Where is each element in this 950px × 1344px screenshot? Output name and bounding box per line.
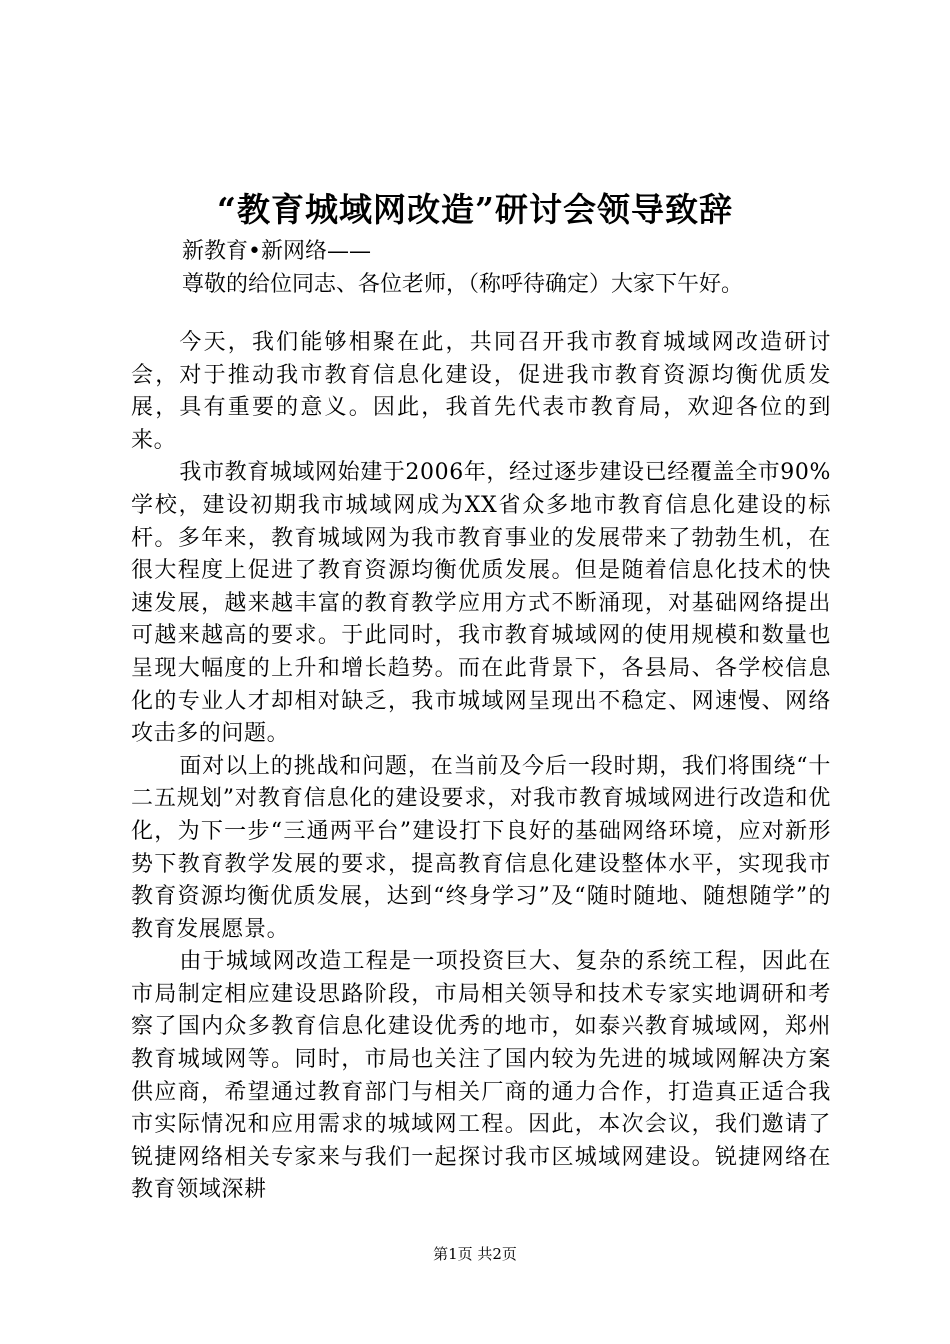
paragraph-1: 今天，我们能够相聚在此，共同召开我市教育城域网改造研讨会，对于推动我市教育信息化建设，促进我市教育资源均衡优质发展，具有重要的意义。因此，我首先代表市教育局，欢迎各位的到来。 — [131, 330, 831, 453]
page-number: 第1页 共2页 — [433, 1245, 517, 1263]
paragraph-3: 面对以上的挑战和问题，在当前及今后一段时期，我们将围绕“十二五规划”对教育信息化的建设要求，对我市教育城域网进行改造和优化，为下一步“三通两平台”建设打下良好的基础网络环境，应对新形势下教育教学发展的要求，提高教育信息化建设整体水平，实现我市教育资源均衡优质发展，达到“终身学习”及“随时随地、随想随学”的教育发展愿景。 — [131, 753, 831, 942]
document-subtitle: 新教育•新网络—— — [182, 239, 371, 264]
document-title: “教育城域网改造”研讨会领导致辞 — [217, 190, 733, 229]
paragraph-4: 由于城域网改造工程是一项投资巨大、复杂的系统工程，因此在市局制定相应建设思路阶段，市局相关领导和技术专家实地调研和考察了国内众多教育信息化建设优秀的地市，如泰兴教育城域网，郑州教育城域网等。同时，市局也关注了国内较为先进的城域网解决方案供应商，希望通过教育部门与相关厂商的通力合作，打造真正适合我市实际情况和应用需求的城域网工程。因此，本次会议，我们邀请了锐捷网络相关专家来与我们一起探讨我市区城域网建设。锐捷网络在教育领域深耕 — [131, 949, 831, 1203]
paragraph-2: 我市教育城域网始建于2006年，经过逐步建设已经覆盖全市90%学校，建设初期我市城域网成为XX省众多地市教育信息化建设的标杆。多年来，教育城域网为我市教育事业的发展带来了勃勃生机，在很大程度上促进了教育资源均衡优质发展。但是随着信息化技术的快速发展，越来越丰富的教育教学应用方式不断涌现，对基础网络提出可越来越高的要求。于此同时，我市教育城域网的使用规模和数量也呈现大幅度的上升和增长趋势。而在此背景下，各县局、各学校信息化的专业人才却相对缺乏，我市城域网呈现出不稳定、网速慢、网络攻击多的问题。 — [131, 460, 831, 747]
greeting-line: 尊敬的给位同志、各位老师，（称呼待确定）大家下午好。 — [182, 272, 744, 297]
document-body — [131, 327, 831, 1207]
